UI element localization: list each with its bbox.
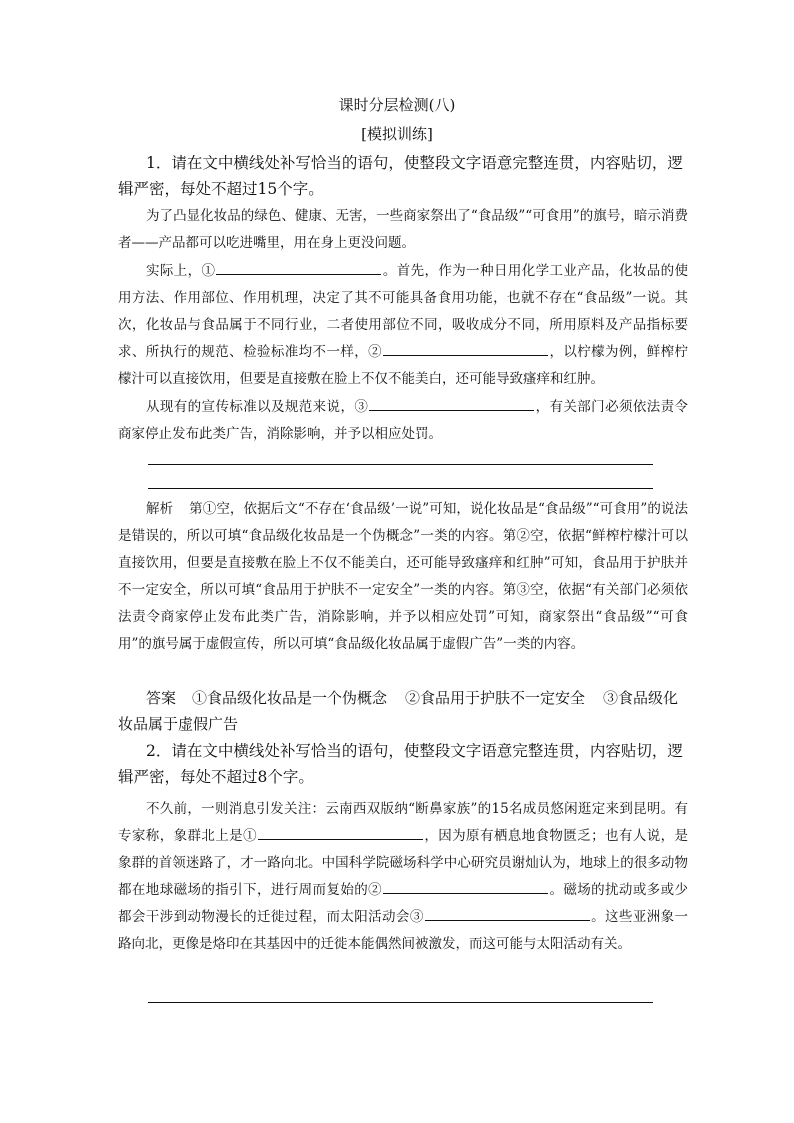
question-1-paragraph-3 (118, 394, 688, 448)
q1-para3-text-a: 从现有的宣传标准以及规范来说，③ (146, 399, 369, 415)
question-1-paragraph-2 (118, 258, 688, 393)
page-subtitle: [模拟训练] (361, 125, 433, 143)
question-2-prompt: 2．请在文中横线处补写恰当的语句，使整段文字语意完整连贯，内容贴切，逻辑严密，每处不超过8个字。 (118, 742, 683, 786)
q1-para3-text-b: ，有关部门必须依法责令商家停止发布此类广告，消除影响，并予以相应处罚。 (118, 399, 689, 442)
answer-item-3: ③食品级化妆品属于虚假广告 (118, 689, 679, 733)
q1-para2-text-c: ，以柠檬为例，鲜榨柠檬汁可以直接饮用，但要是直接敷在脸上不仅不能美白，还可能导致瘙痒和红肿。 (118, 344, 689, 387)
analysis-paragraph (118, 496, 688, 658)
q1-para2-text-a: 实际上，① (146, 263, 216, 279)
answer-item-2: ②食品用于护肤不一定安全 (405, 689, 586, 707)
question-1-prompt: 1．请在文中横线处补写恰当的语句，使整段文字语意完整连贯，内容贴切，逻辑严密，每处不超过15个字。 (118, 154, 683, 198)
q2-text-a: 不久前，一则消息引发关注：云南西双版纳“断鼻家族”的15名成员悠闲逛定来到昆明。有专家称，象群北上是① (118, 801, 688, 844)
analysis-label: 解析 (146, 501, 174, 517)
blank-2[interactable] (383, 340, 548, 356)
blank-q2-3[interactable] (425, 905, 590, 921)
q1-para2-text-b: 。首先，作为一种日用化学工业产品，化妆品的使用方法、作用部位、作用机理，决定了其不可能具备食用功能，也就不存在“食品级”一说。其次，化妆品与食品属于不同行业，二者使用部位不同，吸收成分不同，所用原料及产品指标要求、所执行的规范、检验标准均不一样，② (118, 263, 689, 360)
page-title: 课时分层检测(八) (338, 96, 456, 114)
answer-line-3[interactable] (148, 1002, 653, 1003)
blank-q2-1[interactable] (258, 824, 423, 840)
blank-3[interactable] (369, 395, 534, 411)
answer-line-1[interactable] (148, 464, 653, 465)
answer-line-2[interactable] (148, 488, 653, 489)
answer-paragraph (118, 685, 688, 737)
question-2-paragraph (118, 796, 688, 958)
question-1-paragraph-1: 为了凸显化妆品的绿色、健康、无害，一些商家祭出了“食品级”“可食用”的旗号，暗示消费者——产品都可以吃进嘴里，用在身上更没问题。 (118, 208, 688, 251)
answer-item-1: ①食品级化妆品是一个伪概念 (192, 689, 388, 707)
analysis-text: 第①空，依据后文“不存在‘食品级’一说”可知，说化妆品是“食品级”“可食用”的说法是错误的，所以可填“食品级化妆品是一个伪概念”一类的内容。第②空，依据“鲜榨柠檬汁可以直接饮用，但要是直接敷在脸上不仅不能美白，还可能导致瘙痒和红肿”可知，食品用于护肤并不一定安全，所以可填“食品用于护肤不一定安全”一类的内容。第③空，依据“有关部门必须依法责令商家停止发布此类广告，消除影响，并予以相应处罚”可知，商家祭出“食品级”“可食用”的旗号属于虚假宣传，所以可填“食品级化妆品属于虚假广告”一类的内容。 (118, 501, 688, 652)
answer-label: 答案 (146, 689, 177, 707)
blank-q2-2[interactable] (383, 878, 548, 894)
blank-1[interactable] (216, 259, 381, 275)
q2-text-d: 。这些亚洲象一路向北，更像是烙印在其基因中的迁徙本能偶然间被激发，而这可能与太阳活动有关。 (118, 909, 689, 952)
q2-text-c: 。磁场的扰动或多或少都会干涉到动物漫长的迁徙过程，而太阳活动会③ (118, 882, 689, 925)
q2-text-b: ，因为原有栖息地食物匮乏；也有人说，是象群的首领迷路了，才一路向北。中国科学院磁场科学中心研究员谢灿认为，地球上的很多动物都在地球磁场的指引下，进行周而复始的② (118, 828, 689, 898)
